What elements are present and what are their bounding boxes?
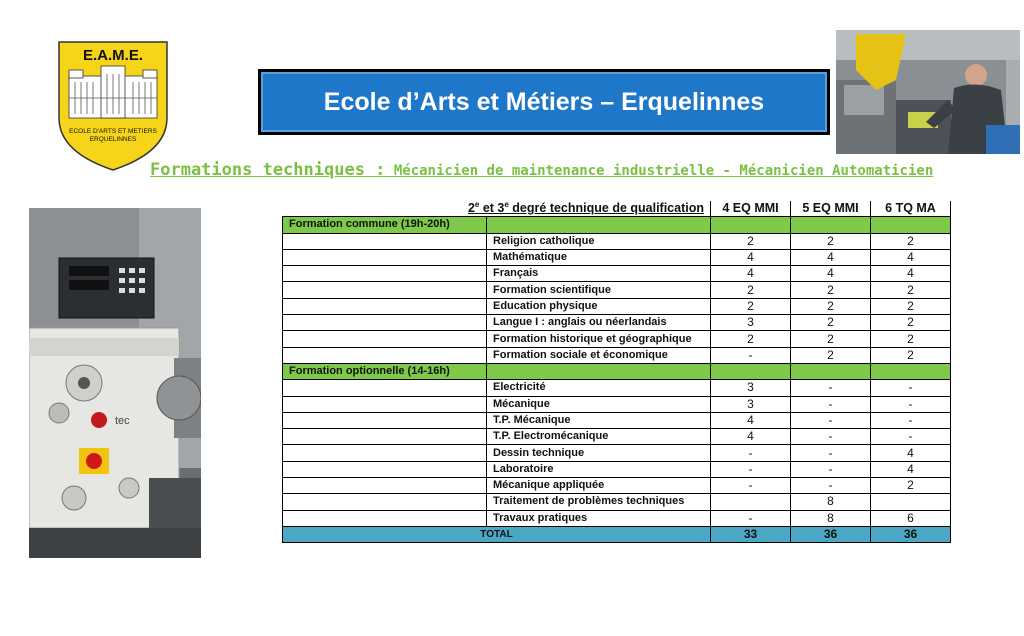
empty-cell [283,331,487,347]
hours-value: - [711,445,791,461]
column-header: 4 EQ MMI [711,201,791,217]
column-header: 6 TQ MA [871,201,951,217]
subtitle-rest: Mécanicien de maintenance industrielle - Mécanicien Automaticien [385,163,934,179]
hours-value: 3 [711,380,791,396]
subject-label: T.P. Electromécanique [487,429,711,445]
subject-label: T.P. Mécanique [487,412,711,428]
school-crest-logo [57,40,169,172]
subject-label: Français [487,266,711,282]
subject-label: Formation scientifique [487,282,711,298]
hours-value: 3 [711,396,791,412]
hours-value: - [711,461,791,477]
lathe-brand-label: tec [115,415,130,427]
subject-label: Mécanique appliquée [487,478,711,494]
hours-value: 8 [791,510,871,526]
hours-value: 2 [791,331,871,347]
total-label: TOTAL [283,526,711,542]
subject-label: Travaux pratiques [487,510,711,526]
hours-value: 2 [871,478,951,494]
table-row [283,315,951,331]
table-row [283,510,951,526]
course-hours-table [282,201,951,543]
hours-value: 2 [871,282,951,298]
table-row [283,298,951,314]
hours-value: 2 [871,315,951,331]
hours-value: 2 [791,298,871,314]
table-header-row [283,201,951,217]
hours-value: - [791,445,871,461]
empty-cell [283,282,487,298]
caption-part: et 3 [479,201,505,216]
empty-cell [283,429,487,445]
table-row [283,380,951,396]
crest-name: E.A.M.E. [82,47,144,64]
empty-cell [283,249,487,265]
hours-value: - [711,510,791,526]
hours-value: 2 [711,282,791,298]
empty-cell [283,266,487,282]
hours-value: - [791,478,871,494]
subject-label: Religion catholique [487,233,711,249]
subtitle [150,160,950,180]
table-row [283,461,951,477]
hours-value: - [791,461,871,477]
section-title: Formation commune (19h-20h) [283,217,487,233]
empty-cell [871,363,951,379]
hours-value: - [791,380,871,396]
empty-cell [283,494,487,510]
hours-value: 2 [871,347,951,363]
banner-title: Ecole d’Arts et Métiers – Erquelinnes [323,87,765,116]
subject-label: Traitement de problèmes techniques [487,494,711,510]
subject-label: Mathématique [487,249,711,265]
hours-value: - [871,396,951,412]
empty-cell [283,510,487,526]
table-row [283,478,951,494]
title-banner [258,69,830,135]
hours-value: - [791,429,871,445]
hours-value: 2 [791,282,871,298]
total-value: 33 [711,526,791,542]
hours-value: 2 [871,233,951,249]
workshop-photo [836,30,1020,154]
section-row [283,217,951,233]
hours-value: 4 [871,249,951,265]
table-row [283,347,951,363]
table-row [283,249,951,265]
hours-value: - [791,396,871,412]
hours-value: 4 [791,266,871,282]
subject-label: Langue I : anglais ou néerlandais [487,315,711,331]
empty-cell [791,363,871,379]
table-row [283,331,951,347]
hours-value: - [871,429,951,445]
hours-value: 4 [871,266,951,282]
empty-cell [871,217,951,233]
empty-cell [283,412,487,428]
table-row [283,396,951,412]
subject-label: Education physique [487,298,711,314]
hours-value: - [871,412,951,428]
hours-value: 2 [871,331,951,347]
hours-value: 2 [791,347,871,363]
empty-cell [283,396,487,412]
hours-value: 2 [711,233,791,249]
table-row [283,412,951,428]
table-row [283,494,951,510]
table-row [283,266,951,282]
caption-part: degré technique de qualification [508,201,704,216]
hours-value: 4 [711,249,791,265]
empty-cell [283,233,487,249]
hours-value [871,494,951,510]
subject-label: Formation sociale et économique [487,347,711,363]
empty-cell [283,445,487,461]
empty-cell [283,347,487,363]
caption-part: 2 [467,201,475,216]
hours-value: 4 [711,412,791,428]
hours-value: 4 [791,249,871,265]
empty-cell [487,217,711,233]
subject-label: Dessin technique [487,445,711,461]
empty-cell [283,478,487,494]
section-title: Formation optionnelle (14-16h) [283,363,487,379]
subject-label: Formation historique et géographique [487,331,711,347]
subtitle-lead: Formations techniques : [150,160,386,180]
hours-value: - [711,347,791,363]
hours-value: 2 [711,298,791,314]
table-row [283,429,951,445]
hours-value: 2 [791,233,871,249]
caption-sup: e [474,199,480,209]
column-header: 5 EQ MMI [791,201,871,217]
empty-cell [711,217,791,233]
hours-value: 4 [711,266,791,282]
hours-value: 2 [711,331,791,347]
caption-sup: e [504,199,509,209]
empty-cell [283,315,487,331]
empty-cell [283,461,487,477]
lathe-photo [29,208,201,558]
table-caption [283,201,711,217]
common-rows [283,233,951,363]
hours-value: 4 [871,461,951,477]
table-row [283,445,951,461]
empty-cell [283,380,487,396]
crest-subtitle-line1: ECOLE D'ARTS ET METIERS [69,128,157,135]
optional-rows [283,380,951,527]
subject-label: Laboratoire [487,461,711,477]
total-value: 36 [871,526,951,542]
total-value: 36 [791,526,871,542]
subject-label: Mécanique [487,396,711,412]
empty-cell [487,363,711,379]
hours-value: 2 [791,315,871,331]
hours-value: 4 [711,429,791,445]
total-row [283,526,951,542]
table-row [283,233,951,249]
hours-value: 4 [871,445,951,461]
table-row [283,282,951,298]
hours-value: - [871,380,951,396]
hours-value: 3 [711,315,791,331]
hours-value: 2 [871,298,951,314]
hours-value: 8 [791,494,871,510]
subject-label: Electricité [487,380,711,396]
empty-cell [711,363,791,379]
hours-value: 6 [871,510,951,526]
hours-value: - [791,412,871,428]
empty-cell [791,217,871,233]
section-row [283,363,951,379]
hours-value: - [711,478,791,494]
hours-value [711,494,791,510]
empty-cell [283,298,487,314]
crest-subtitle-line2: ERQUELINNES [89,136,137,143]
